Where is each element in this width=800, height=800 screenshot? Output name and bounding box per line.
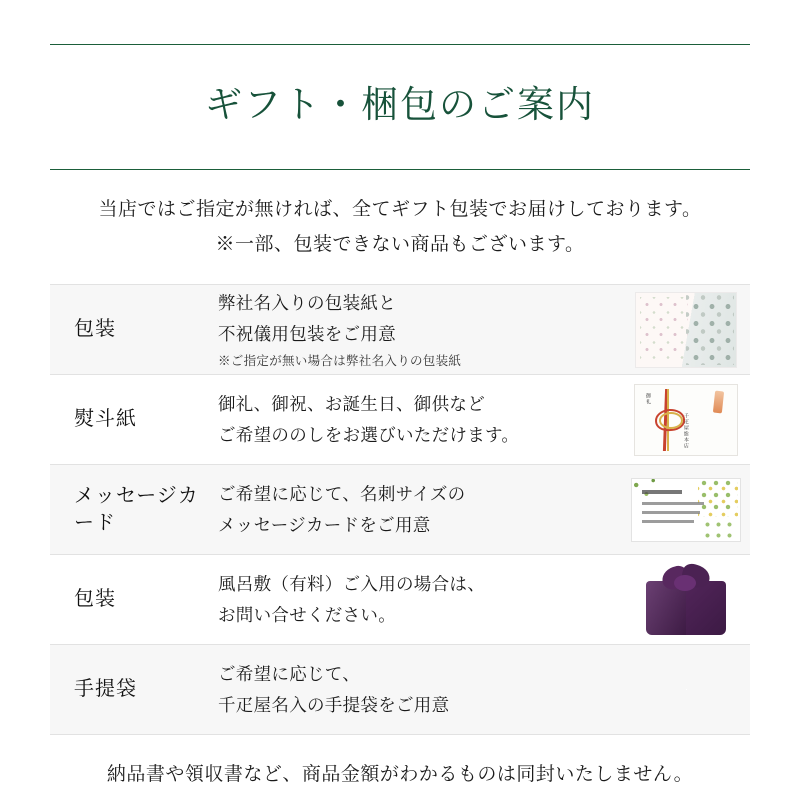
table-row xyxy=(50,375,750,465)
no-photo-placeholder xyxy=(686,689,687,690)
noshi-paper-photo xyxy=(634,384,738,456)
title-rule-top xyxy=(50,44,750,45)
row-description xyxy=(218,288,628,371)
row-description-line-2: メッセージカードをご用意 xyxy=(218,514,431,535)
furoshiki-photo xyxy=(638,561,734,639)
wrapping-paper-pattern-left xyxy=(640,297,688,363)
row-image-cell xyxy=(628,292,750,368)
row-image-cell xyxy=(628,478,750,542)
row-description xyxy=(218,389,628,450)
furoshiki-knot-center xyxy=(674,575,696,591)
page-title: ギフト・梱包のご案内 xyxy=(205,84,595,126)
row-description-line-2: お問い合せください。 xyxy=(218,604,396,625)
row-description xyxy=(218,659,628,720)
table-row xyxy=(50,555,750,645)
row-label: 包装 xyxy=(74,588,116,611)
card-text-line xyxy=(642,490,682,494)
title-rule-bottom xyxy=(50,169,750,170)
noshi-label-bottom: 千疋屋総本店 xyxy=(682,412,688,449)
card-text-line xyxy=(642,511,700,514)
intro-line-1: 当店ではご指定が無ければ、全てギフト包装でお届けしております。 xyxy=(98,198,702,220)
row-image-cell xyxy=(628,689,750,690)
table-row xyxy=(50,285,750,375)
row-description xyxy=(218,479,628,540)
packaging-options-table xyxy=(50,284,750,735)
row-label: 包装 xyxy=(74,318,116,341)
card-vine-bottom-right xyxy=(702,519,736,542)
card-text-line xyxy=(642,520,694,523)
table-row xyxy=(50,465,750,555)
noshi-label-top: 御礼 xyxy=(645,392,650,405)
row-note: ※ご指定が無い場合は弊社名入りの包装紙 xyxy=(218,354,462,369)
message-card-photo xyxy=(631,478,741,542)
page-header xyxy=(50,0,750,170)
row-description-line-1: 御礼、御祝、お誕生日、御供など xyxy=(218,394,485,415)
mizuhiki-knot-gold xyxy=(659,412,683,429)
row-description-line-1: ご希望に応じて、名刺サイズの xyxy=(218,484,466,505)
row-description-line-1: 風呂敷（有料）ご入用の場合は、 xyxy=(218,574,485,595)
footer-note: 納品書や領収書など、商品金額がわかるものは同封いたしません。 xyxy=(106,764,694,786)
row-description-line-1: 弊社名入りの包装紙と xyxy=(218,293,396,314)
intro-text xyxy=(0,192,800,262)
row-description-line-1: ご希望に応じて、 xyxy=(218,664,361,685)
row-image-cell xyxy=(628,384,750,456)
row-description-line-2: 千疋屋名入の手提袋をご用意 xyxy=(218,694,450,715)
noshi-ornament-icon xyxy=(713,390,724,413)
row-label: 熨斗紙 xyxy=(74,408,137,431)
card-text-line xyxy=(642,502,704,505)
row-label: メッセージカード xyxy=(74,484,199,534)
row-description xyxy=(218,569,628,630)
table-row xyxy=(50,645,750,735)
card-vine-top-right xyxy=(698,478,738,517)
row-label: 手提袋 xyxy=(74,678,137,701)
row-description-line-2: 不祝儀用包装をご用意 xyxy=(218,323,396,344)
wrapping-paper-pattern-right xyxy=(686,295,734,365)
row-image-cell xyxy=(628,561,750,639)
intro-line-2: ※一部、包装できない商品もございます。 xyxy=(215,234,585,256)
wrapping-paper-photo xyxy=(635,292,737,368)
row-description-line-2: ご希望ののしをお選びいただけます。 xyxy=(218,424,520,445)
